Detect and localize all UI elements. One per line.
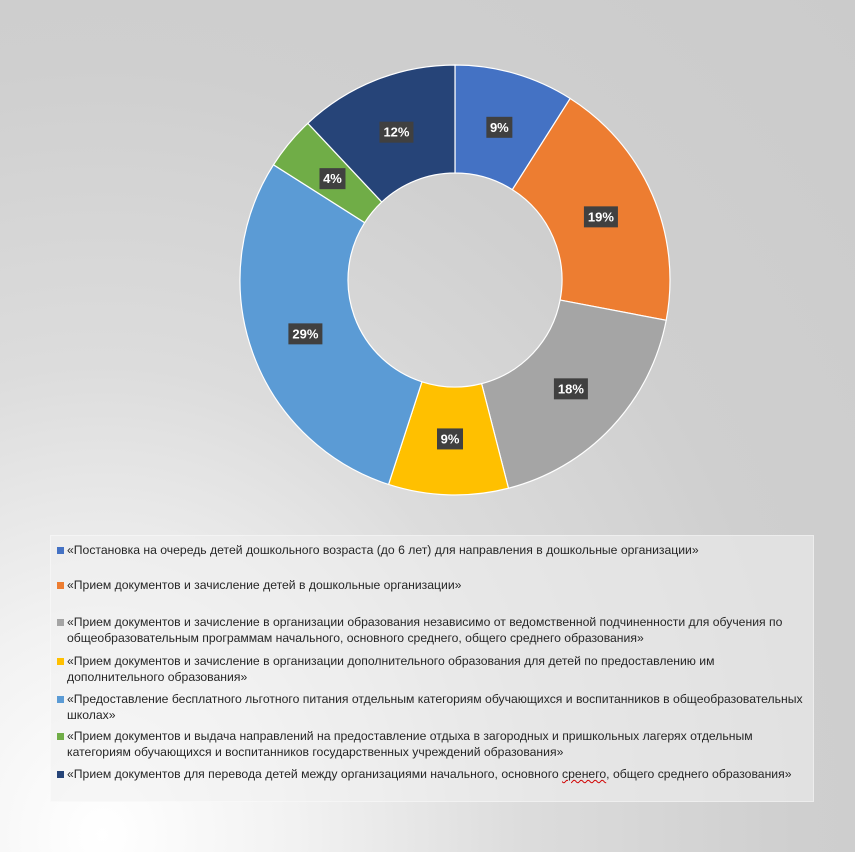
legend-item-6	[57, 766, 807, 782]
data-label-0	[486, 117, 512, 138]
legend	[50, 535, 814, 802]
legend-swatch-0	[57, 547, 64, 554]
data-label-text-2: 18%	[557, 381, 584, 397]
legend-swatch-1	[57, 582, 64, 589]
legend-item-1	[57, 577, 807, 593]
legend-label-6: «Прием документов для перевода детей между организациями начального, основного сренего, общего среднего образования»	[67, 767, 792, 781]
legend-swatch-2	[57, 619, 64, 626]
legend-swatch-6	[57, 771, 64, 778]
legend-label-3: «Прием документов и зачисление в организации дополнительного образования для детей по предоставлению им дополнительного образования»	[67, 654, 715, 684]
legend-label-2: «Прием документов и зачисление в организации образования независимо от ведомственной подчиненности для обучения по общеобразовательным программам начального, основного среднего, общего среднего образования»	[67, 615, 783, 645]
legend-item-3	[57, 653, 807, 685]
legend-swatch-4	[57, 696, 64, 703]
data-label-text-3: 9%	[440, 431, 460, 447]
legend-swatch-3	[57, 658, 64, 665]
legend-item-5	[57, 728, 807, 760]
data-label-3	[437, 428, 463, 449]
data-label-text-6: 12%	[383, 124, 410, 140]
slice-4	[240, 165, 422, 485]
data-label-text-4: 29%	[292, 326, 319, 342]
legend-label-1: «Прием документов и зачисление детей в дошкольные организации»	[67, 578, 462, 592]
legend-label-0: «Постановка на очередь детей дошкольного возраста (до 6 лет) для направления в дошкольные организации»	[67, 543, 699, 557]
data-label-text-1: 19%	[587, 209, 614, 225]
data-label-4	[288, 323, 322, 344]
data-label-6	[379, 122, 413, 143]
legend-label-5: «Прием документов и выдача направлений на предоставление отдыха в загородных и пришкольных лагерях отдельным категориям обучающихся и воспитанников государственных учреждений образования»	[67, 729, 753, 759]
data-label-text-0: 9%	[489, 119, 509, 135]
legend-item-0	[57, 542, 807, 558]
legend-label-4: «Предоставление бесплатного льготного питания отдельным категориям обучающихся и воспитанников в общеобразовательных школах»	[67, 692, 803, 722]
legend-item-2	[57, 614, 807, 646]
legend-item-4	[57, 691, 807, 723]
data-label-2	[554, 378, 588, 399]
legend-swatch-5	[57, 733, 64, 740]
data-label-1	[584, 206, 618, 227]
data-label-text-5: 4%	[323, 171, 342, 187]
spellcheck-underline: сренего	[562, 767, 607, 781]
data-label-5	[319, 168, 345, 189]
